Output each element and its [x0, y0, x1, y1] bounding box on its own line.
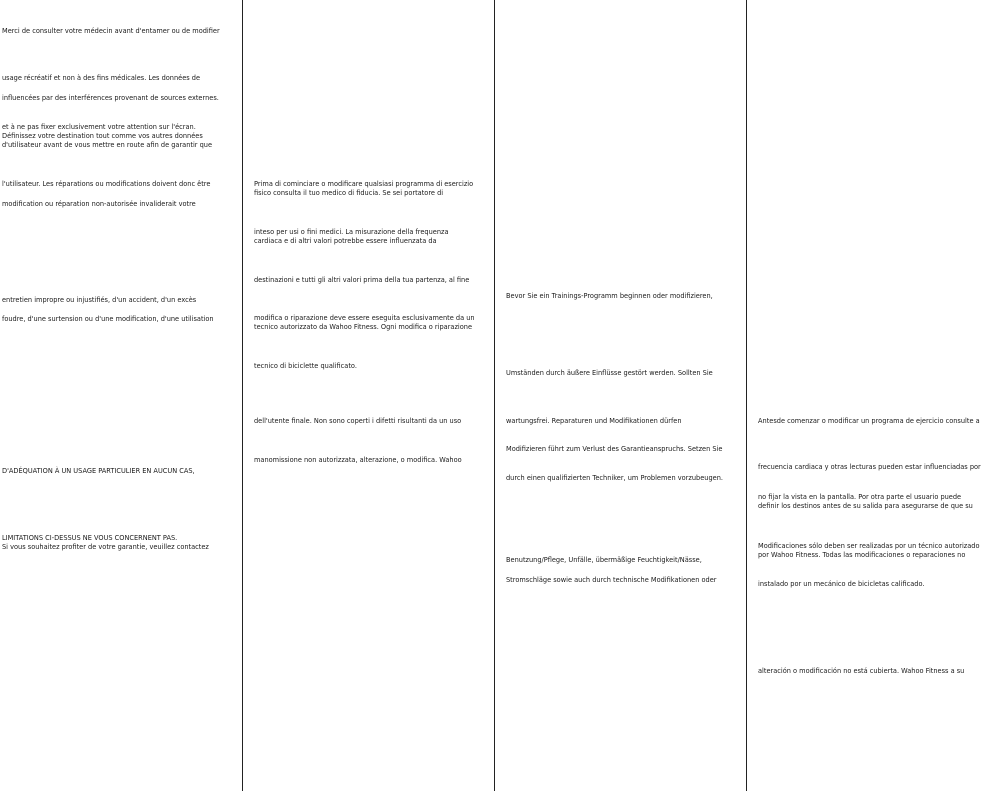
paragraph: Antesde comenzar o modificar un programa de ejercicio consulte a — [758, 417, 980, 425]
column-italian — [243, 0, 494, 791]
paragraph: frecuencia cardiaca y otras lecturas pueden estar influenciadas por — [758, 463, 981, 471]
paragraph: foudre, d'une surtension ou d'une modification, d'une utilisation — [2, 315, 214, 323]
paragraph: Modificaciones sólo deben ser realizadas por un técnico autorizado por Wahoo Fitness. Todas las modificaciones o reparaciones no — [758, 542, 980, 560]
paragraph: instalado por un mecánico de bicicletas calificado. — [758, 580, 925, 588]
paragraph: LIMITATIONS CI-DESSUS NE VOUS CONCERNENT PAS. Si vous souhaitez profiter de votre garantie, veuillez contactez — [2, 534, 209, 552]
paragraph: D'ADÉQUATION À UN USAGE PARTICULIER EN AUCUN CAS, — [2, 467, 195, 475]
column-german — [495, 0, 745, 791]
paragraph: Prima di cominciare o modificare qualsiasi programma di esercizio fisico consulta il tuo medico di fiducia. Se sei portatore di — [254, 180, 474, 198]
paragraph: modification ou réparation non-autorisée invaliderait votre — [2, 200, 196, 208]
paragraph: dell'utente finale. Non sono coperti i difetti risultanti da un uso — [254, 417, 462, 425]
paragraph: manomissione non autorizzata, alterazione, o modifica. Wahoo — [254, 456, 462, 464]
paragraph: l'utilisateur. Les réparations ou modifications doivent donc être — [2, 180, 211, 188]
paragraph: Modifizieren führt zum Verlust des Garantieanspruchs. Setzen Sie — [506, 445, 723, 453]
paragraph: entretien impropre ou injustifiés, d'un accident, d'un excès — [2, 296, 197, 304]
column-french — [0, 0, 242, 791]
paragraph: usage récréatif et non à des fins médicales. Les données de — [2, 74, 201, 82]
paragraph: Stromschläge sowie auch durch technische Modifikationen oder — [506, 576, 717, 584]
paragraph: alteración o modificación no está cubierta. Wahoo Fitness a su — [758, 667, 965, 675]
paragraph: inteso per usi o fini medici. La misurazione della frequenza cardiaca e di altri valori potrebbe essere influenzata da — [254, 228, 449, 246]
column-spanish — [747, 0, 999, 791]
paragraph: Bevor Sie ein Trainings-Programm beginnen oder modifizieren, — [506, 292, 713, 300]
paragraph: wartungsfrei. Reparaturen und Modifikationen dürfen — [506, 417, 682, 425]
paragraph: durch einen qualifizierten Techniker, um Problemen vorzubeugen. — [506, 474, 723, 482]
paragraph: no fijar la vista en la pantalla. Por otra parte el usuario puede definir los destinos antes de su salida para asegurarse de que su — [758, 493, 973, 511]
paragraph: Umständen durch äußere Einflüsse gestört werden. Sollten Sie — [506, 369, 713, 377]
paragraph: Merci de consulter votre médecin avant d'entamer ou de modifier — [2, 27, 220, 35]
paragraph: et à ne pas fixer exclusivement votre attention sur l'écran. Définissez votre destination tout comme vos autres données d'utilisateur avant de vous mettre en route afin de garantir que — [2, 123, 213, 150]
paragraph: influencées par des interférences provenant de sources externes. — [2, 94, 219, 102]
paragraph: tecnico di biciclette qualificato. — [254, 362, 357, 370]
paragraph: modifica o riparazione deve essere eseguita esclusivamente da un tecnico autorizzato da Wahoo Fitness. Ogni modifica o riparazione — [254, 314, 475, 332]
paragraph: destinazioni e tutti gli altri valori prima della tua partenza, al fine — [254, 276, 470, 284]
paragraph: Benutzung/Pflege, Unfälle, übermäßige Feuchtigkeit/Nässe, — [506, 556, 702, 564]
